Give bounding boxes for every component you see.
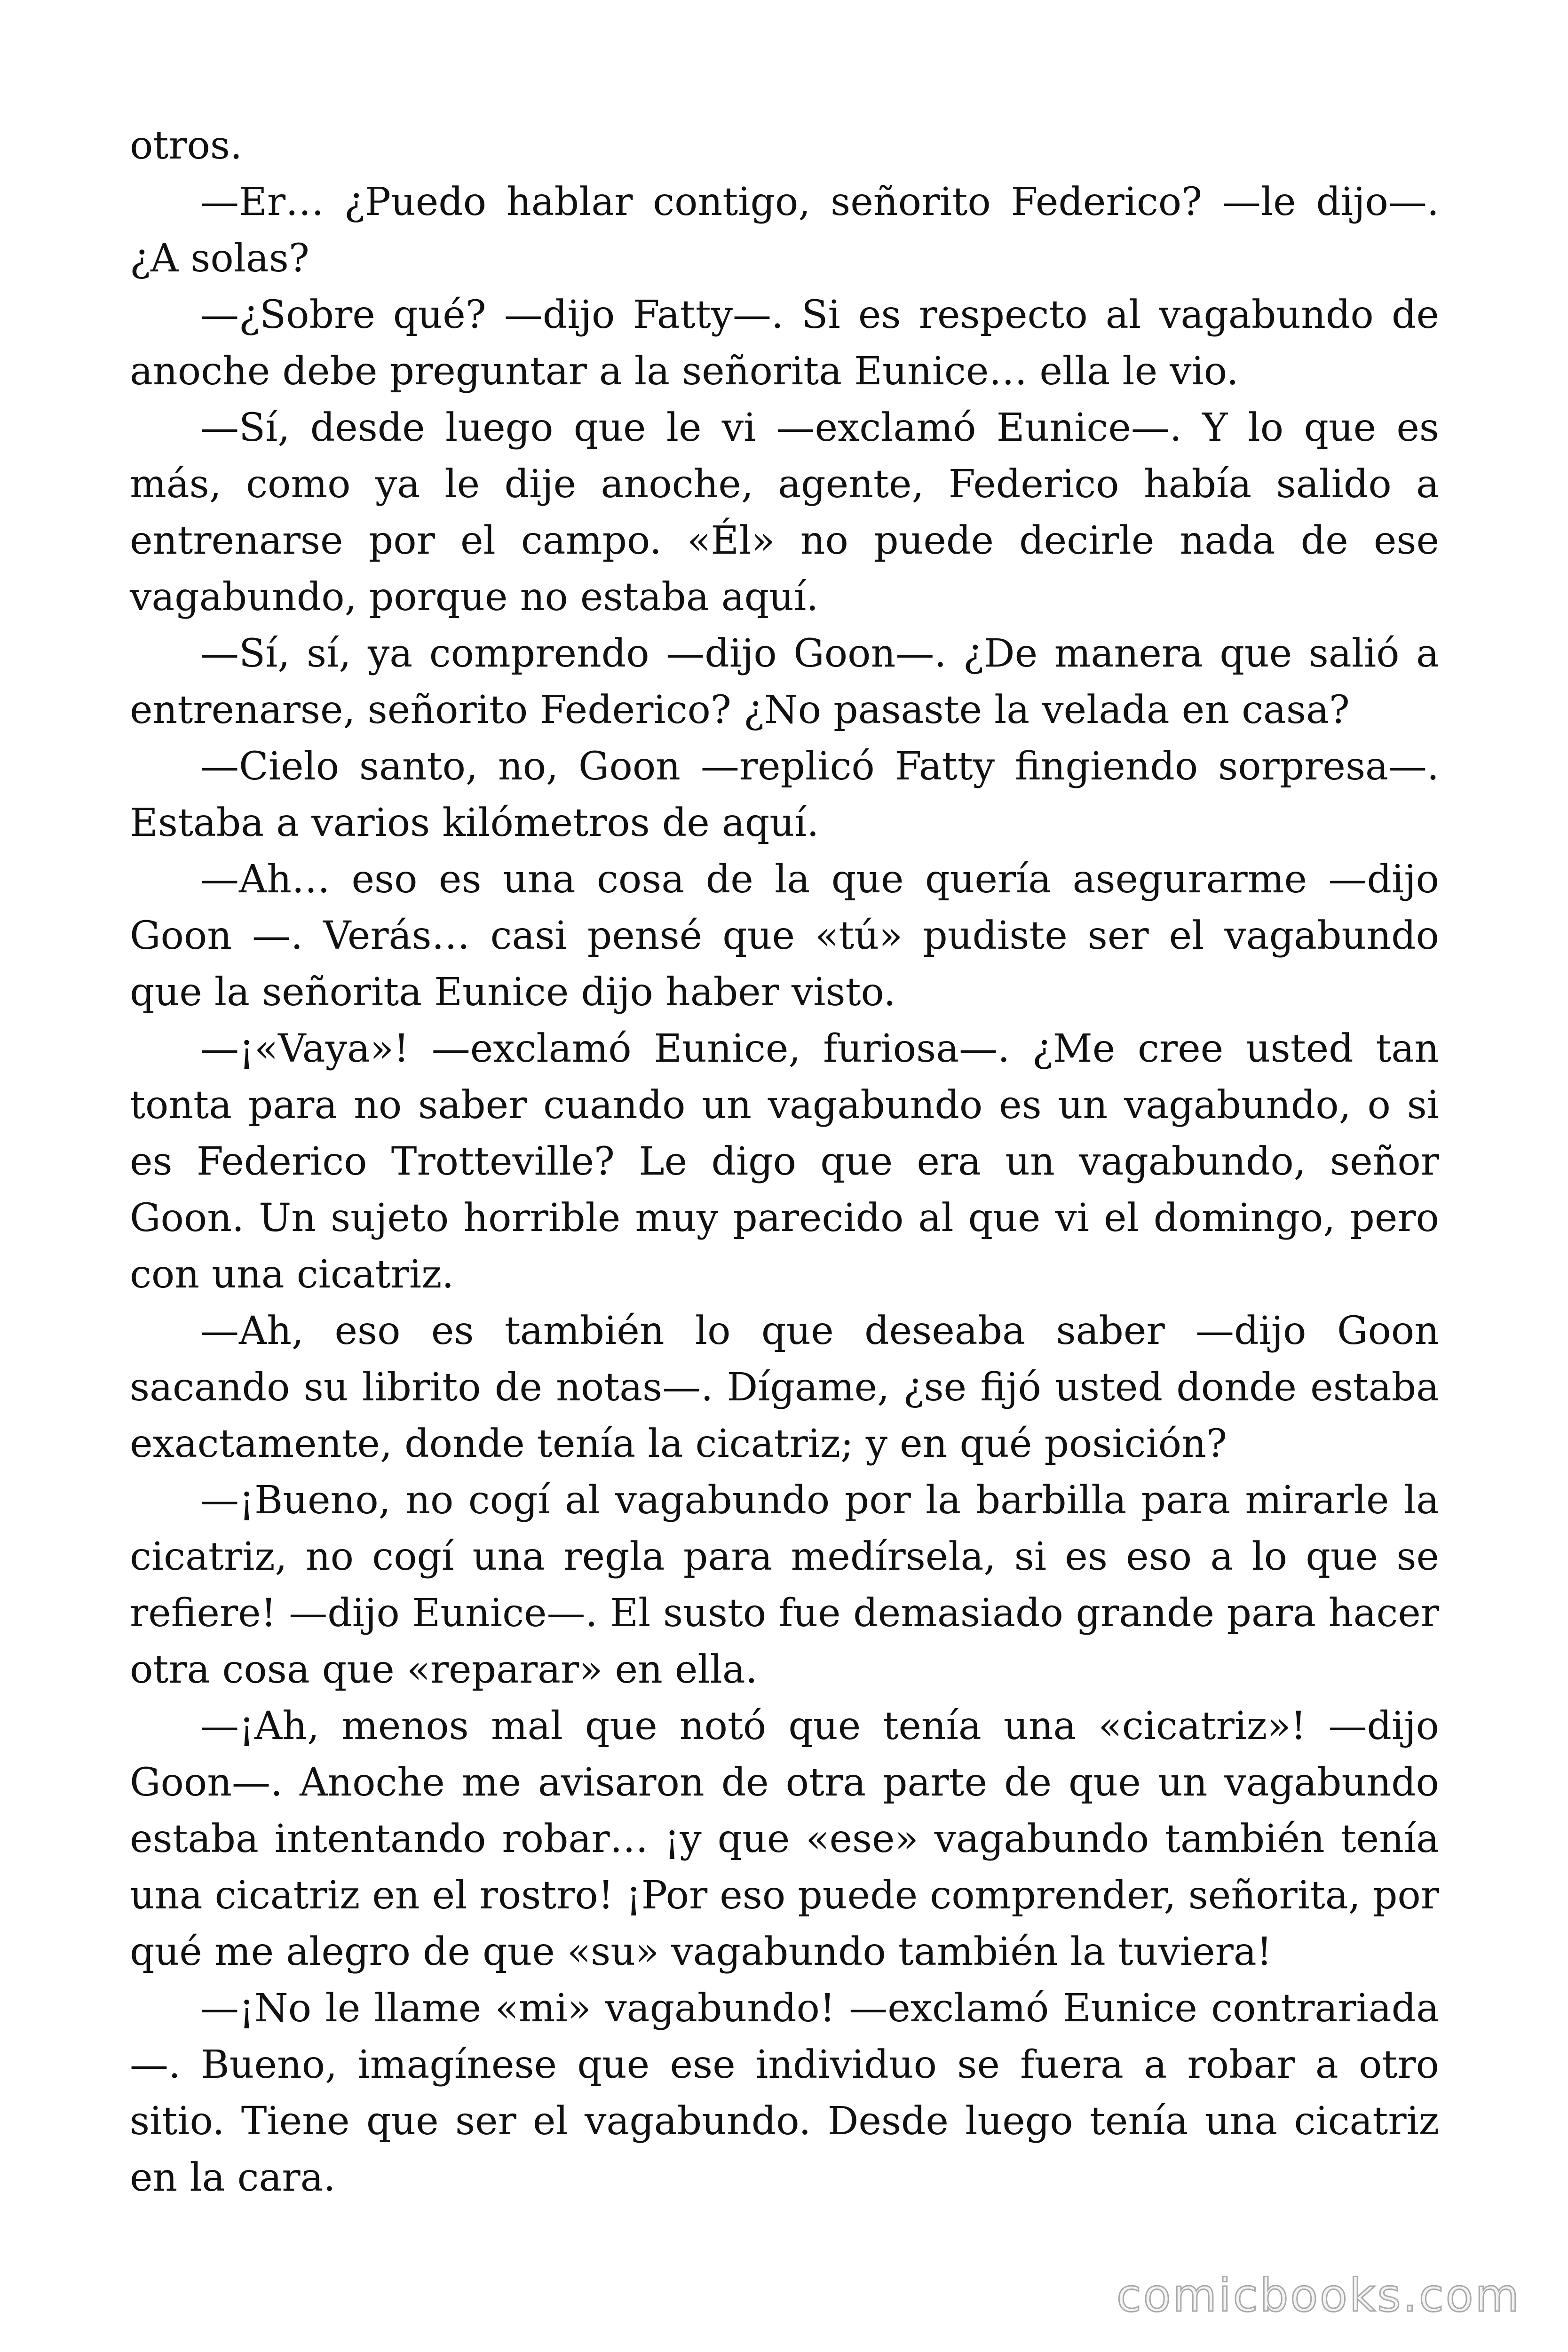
- paragraph: —¡Bueno, no cogí al vagabundo por la barbilla para mirarle la cicatriz, no cogí una regla para medírsela, si es eso a lo que se refiere! —dijo Eunice—. El susto fue demasiado grande para hacer otra cosa que «reparar» en ella.: [130, 1478, 1439, 1692]
- book-page-text: [130, 118, 1439, 2206]
- paragraph: —¿Sobre qué? —dijo Fatty—. Si es respecto al vagabundo de anoche debe preguntar a la señorita Eunice… ella le vio.: [130, 293, 1439, 394]
- paragraph: —Sí, desde luego que le vi —exclamó Eunice—. Y lo que es más, como ya le dije anoche, agente, Federico había salido a entrenarse por el campo. «Él» no puede decirle nada de ese vagabundo, porque no estaba aquí.: [130, 405, 1439, 620]
- paragraph: —Ah, eso es también lo que deseaba saber —dijo Goon sacando su librito de notas—. Dígame, ¿se fijó usted donde estaba exactamente, donde tenía la cicatriz; y en qué posición?: [130, 1309, 1439, 1466]
- paragraph: —Er… ¿Puedo hablar contigo, señorito Federico? —le dijo—. ¿A solas?: [130, 180, 1439, 281]
- paragraph-continuation: otros.: [130, 123, 243, 168]
- paragraph: —¡«Vaya»! —exclamó Eunice, furiosa—. ¿Me cree usted tan tonta para no saber cuando un vagabundo es un vagabundo, o si es Federico Trotteville? Le digo que era un vagabundo, señor Goon. Un sujeto horrible muy parecido al que vi el domingo, pero con una cicatriz.: [130, 1026, 1439, 1297]
- paragraph: —Cielo santo, no, Goon —replicó Fatty fingiendo sorpresa—. Estaba a varios kilómetros de aquí.: [130, 744, 1439, 845]
- paragraph: —¡No le llame «mi» vagabundo! —exclamó Eunice contrariada —. Bueno, imagínese que ese individuo se fuera a robar a otro sitio. Tiene que ser el vagabundo. Desde luego tenía una cicatriz en la cara.: [130, 1986, 1439, 2200]
- paragraph: —Sí, sí, ya comprendo —dijo Goon—. ¿De manera que salió a entrenarse, señorito Federico? ¿No pasaste la velada en casa?: [130, 631, 1439, 732]
- paragraph: —¡Ah, menos mal que notó que tenía una «cicatriz»! —dijo Goon—. Anoche me avisaron de otra parte de que un vagabundo estaba intentando robar… ¡y que «ese» vagabundo también tenía una cicatriz en el rostro! ¡Por eso puede comprender, señorita, por qué me alegro de que «su» vagabundo también la tuviera!: [130, 1704, 1439, 1974]
- watermark: comicbooks.com: [1116, 2269, 1521, 2322]
- paragraph: —Ah… eso es una cosa de la que quería asegurarme —dijo Goon —. Verás… casi pensé que «tú» pudiste ser el vagabundo que la señorita Eunice dijo haber visto.: [130, 857, 1439, 1015]
